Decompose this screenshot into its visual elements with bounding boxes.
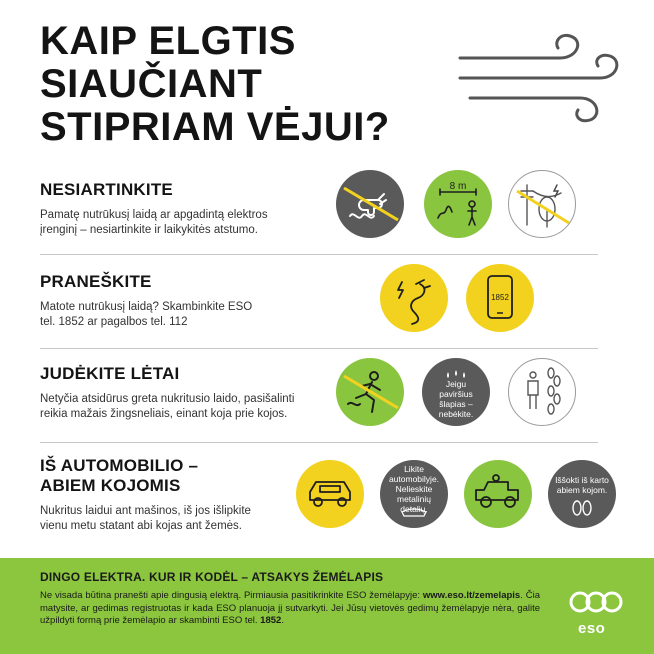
title-line-1: KAIP ELGTIS [40,19,296,63]
section-title: PRANEŠKITE [40,272,152,291]
divider [40,348,598,349]
circle-note: Likite automobilyje. Nelieskite metalinių detalių. [388,464,440,514]
broken-wire-spark-icon [380,264,448,332]
section-text: Pamatę nutrūkusį laidą ar apgadintą elektros įrenginį – nesiartinkite ir laikykitės atstumo. [40,209,268,236]
section-text: Netyčia atsidūrus greta nukritusio laido, pasišalinti reikia mažais žingsneliais, einant koja prie kojos. [40,393,295,420]
section-text: Nukritus laidui ant mašinos, iš jos išlipkite vienu metu statant abi kojas ant žemės. [40,505,251,532]
running-person-crossed-icon [336,358,404,426]
eight-meter-distance-icon [424,170,492,238]
section-title: JUDĖKITE LĖTAI [40,364,180,383]
svg-text:1852: 1852 [491,293,509,302]
car-icon [296,460,364,528]
circle-note: Iššokti iš karto abiem kojom. [555,475,609,495]
section-text: Matote nutrūkusį laidą? Skambinkite ESO tel. 1852 ar pagalbos tel. 112 [40,301,253,328]
small-steps-footprints-icon [508,358,576,426]
car-note-icon [380,460,448,528]
title-line-3: STIPRIAM VĖJUI? [40,105,390,149]
title-line-2: SIAUČIANT [40,62,263,106]
wet-surface-note-icon [422,358,490,426]
svg-text:8 m: 8 m [449,181,467,192]
map-link[interactable]: www.eso.lt/zemelapis [422,590,521,601]
eso-logo-text: eso [578,620,606,637]
hand-wire-crossed-icon [336,170,404,238]
section-title: IŠ AUTOMOBILIO – ABIEM KOJOMIS [40,456,199,495]
jeep-icon [464,460,532,528]
page-title [40,20,460,149]
footer-title: DINGO ELEKTRA. KUR IR KODĖL – ATSAKYS ŽEMĖLAPIS [40,570,384,584]
wind-icon [450,30,630,130]
fallen-tree-power-line-icon [508,170,576,238]
section-title: NESIARTINKITE [40,180,173,199]
divider [40,254,598,255]
divider [40,442,598,443]
feet-together-note-icon [548,460,616,528]
phone-number: 1852 [260,615,282,626]
footer-text: Ne visada būtina pranešti apie dingusią elektrą. Pirmiausia pasitikrinkite ESO žemėlapyje: www.eso.lt/zemelapis. Čia matysite, ar gedimas registruotas ir kada ESO planuoja jį sutvarkyti. Jei Jūsų vietovės gedimų žemėlapyje nėra, galite užpildyti formą prie žemėlapio ar skambinti ESO tel. 1852. [40,590,540,626]
footer [0,558,654,654]
circle-note: Jeigu paviršius šlapias – nebėkite. [438,379,474,419]
phone-1852-icon [466,264,534,332]
